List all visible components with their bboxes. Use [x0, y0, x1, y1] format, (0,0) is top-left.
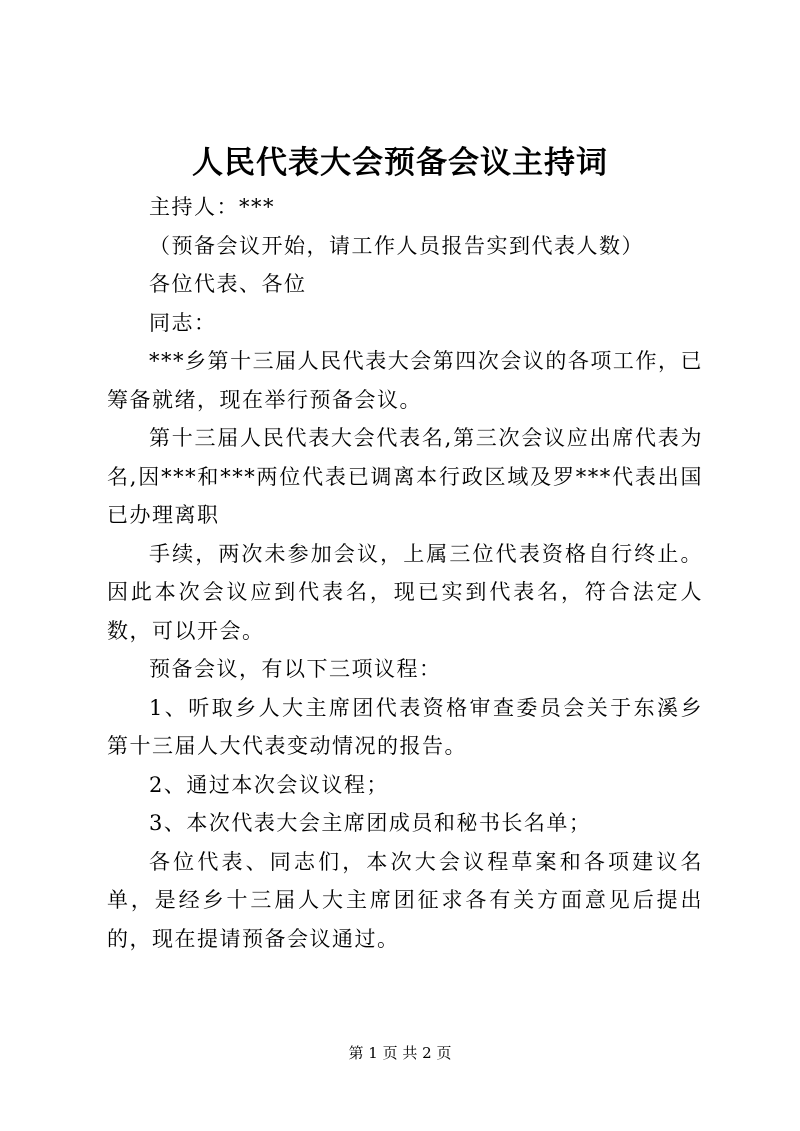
paragraph-agenda-item-1: 1、听取乡人大主席团代表资格审查委员会关于东溪乡第十三届人大代表变动情况的报告。: [107, 695, 703, 758]
document-title: 人民代表大会预备会议主持词: [192, 145, 608, 181]
paragraph-agenda-heading: 预备会议，有以下三项议程：: [149, 657, 442, 681]
page-number-footer: 第 1 页 共 2 页: [348, 1044, 452, 1062]
paragraph-closing: 各位代表、同志们，本次大会议程草案和各项建议名单，是经乡十三届人大主席团征求各有关方面意见后提出的，现在提请预备会议通过。: [107, 849, 703, 951]
paragraph-greeting: 各位代表、各位: [149, 272, 307, 296]
paragraph-agenda-item-3: 3、本次代表大会主席团成员和秘书长名单；: [149, 811, 592, 835]
paragraph-greeting-cont: 同志：: [149, 310, 217, 335]
document-body: [107, 188, 703, 958]
paragraph-attendance: 第十三届人民代表大会代表名,第三次会议应出席代表为名,因***和***两位代表已调离本行政区域及罗***代表出国已办理离职: [107, 426, 703, 527]
paragraph-opening-note: （预备会议开始，请工作人员报告实到代表人数）: [149, 233, 644, 258]
paragraph-host: 主持人：***: [149, 195, 275, 219]
paragraph-agenda-item-2: 2、通过本次会议议程；: [149, 772, 389, 797]
paragraph-intro: ***乡第十三届人民代表大会第四次会议的各项工作，已筹备就绪，现在举行预备会议。: [107, 349, 703, 412]
paragraph-quorum: 手续，两次未参加会议，上属三位代表资格自行终止。因此本次会议应到代表名，现已实到代表名，符合法定人数，可以开会。: [107, 541, 703, 643]
